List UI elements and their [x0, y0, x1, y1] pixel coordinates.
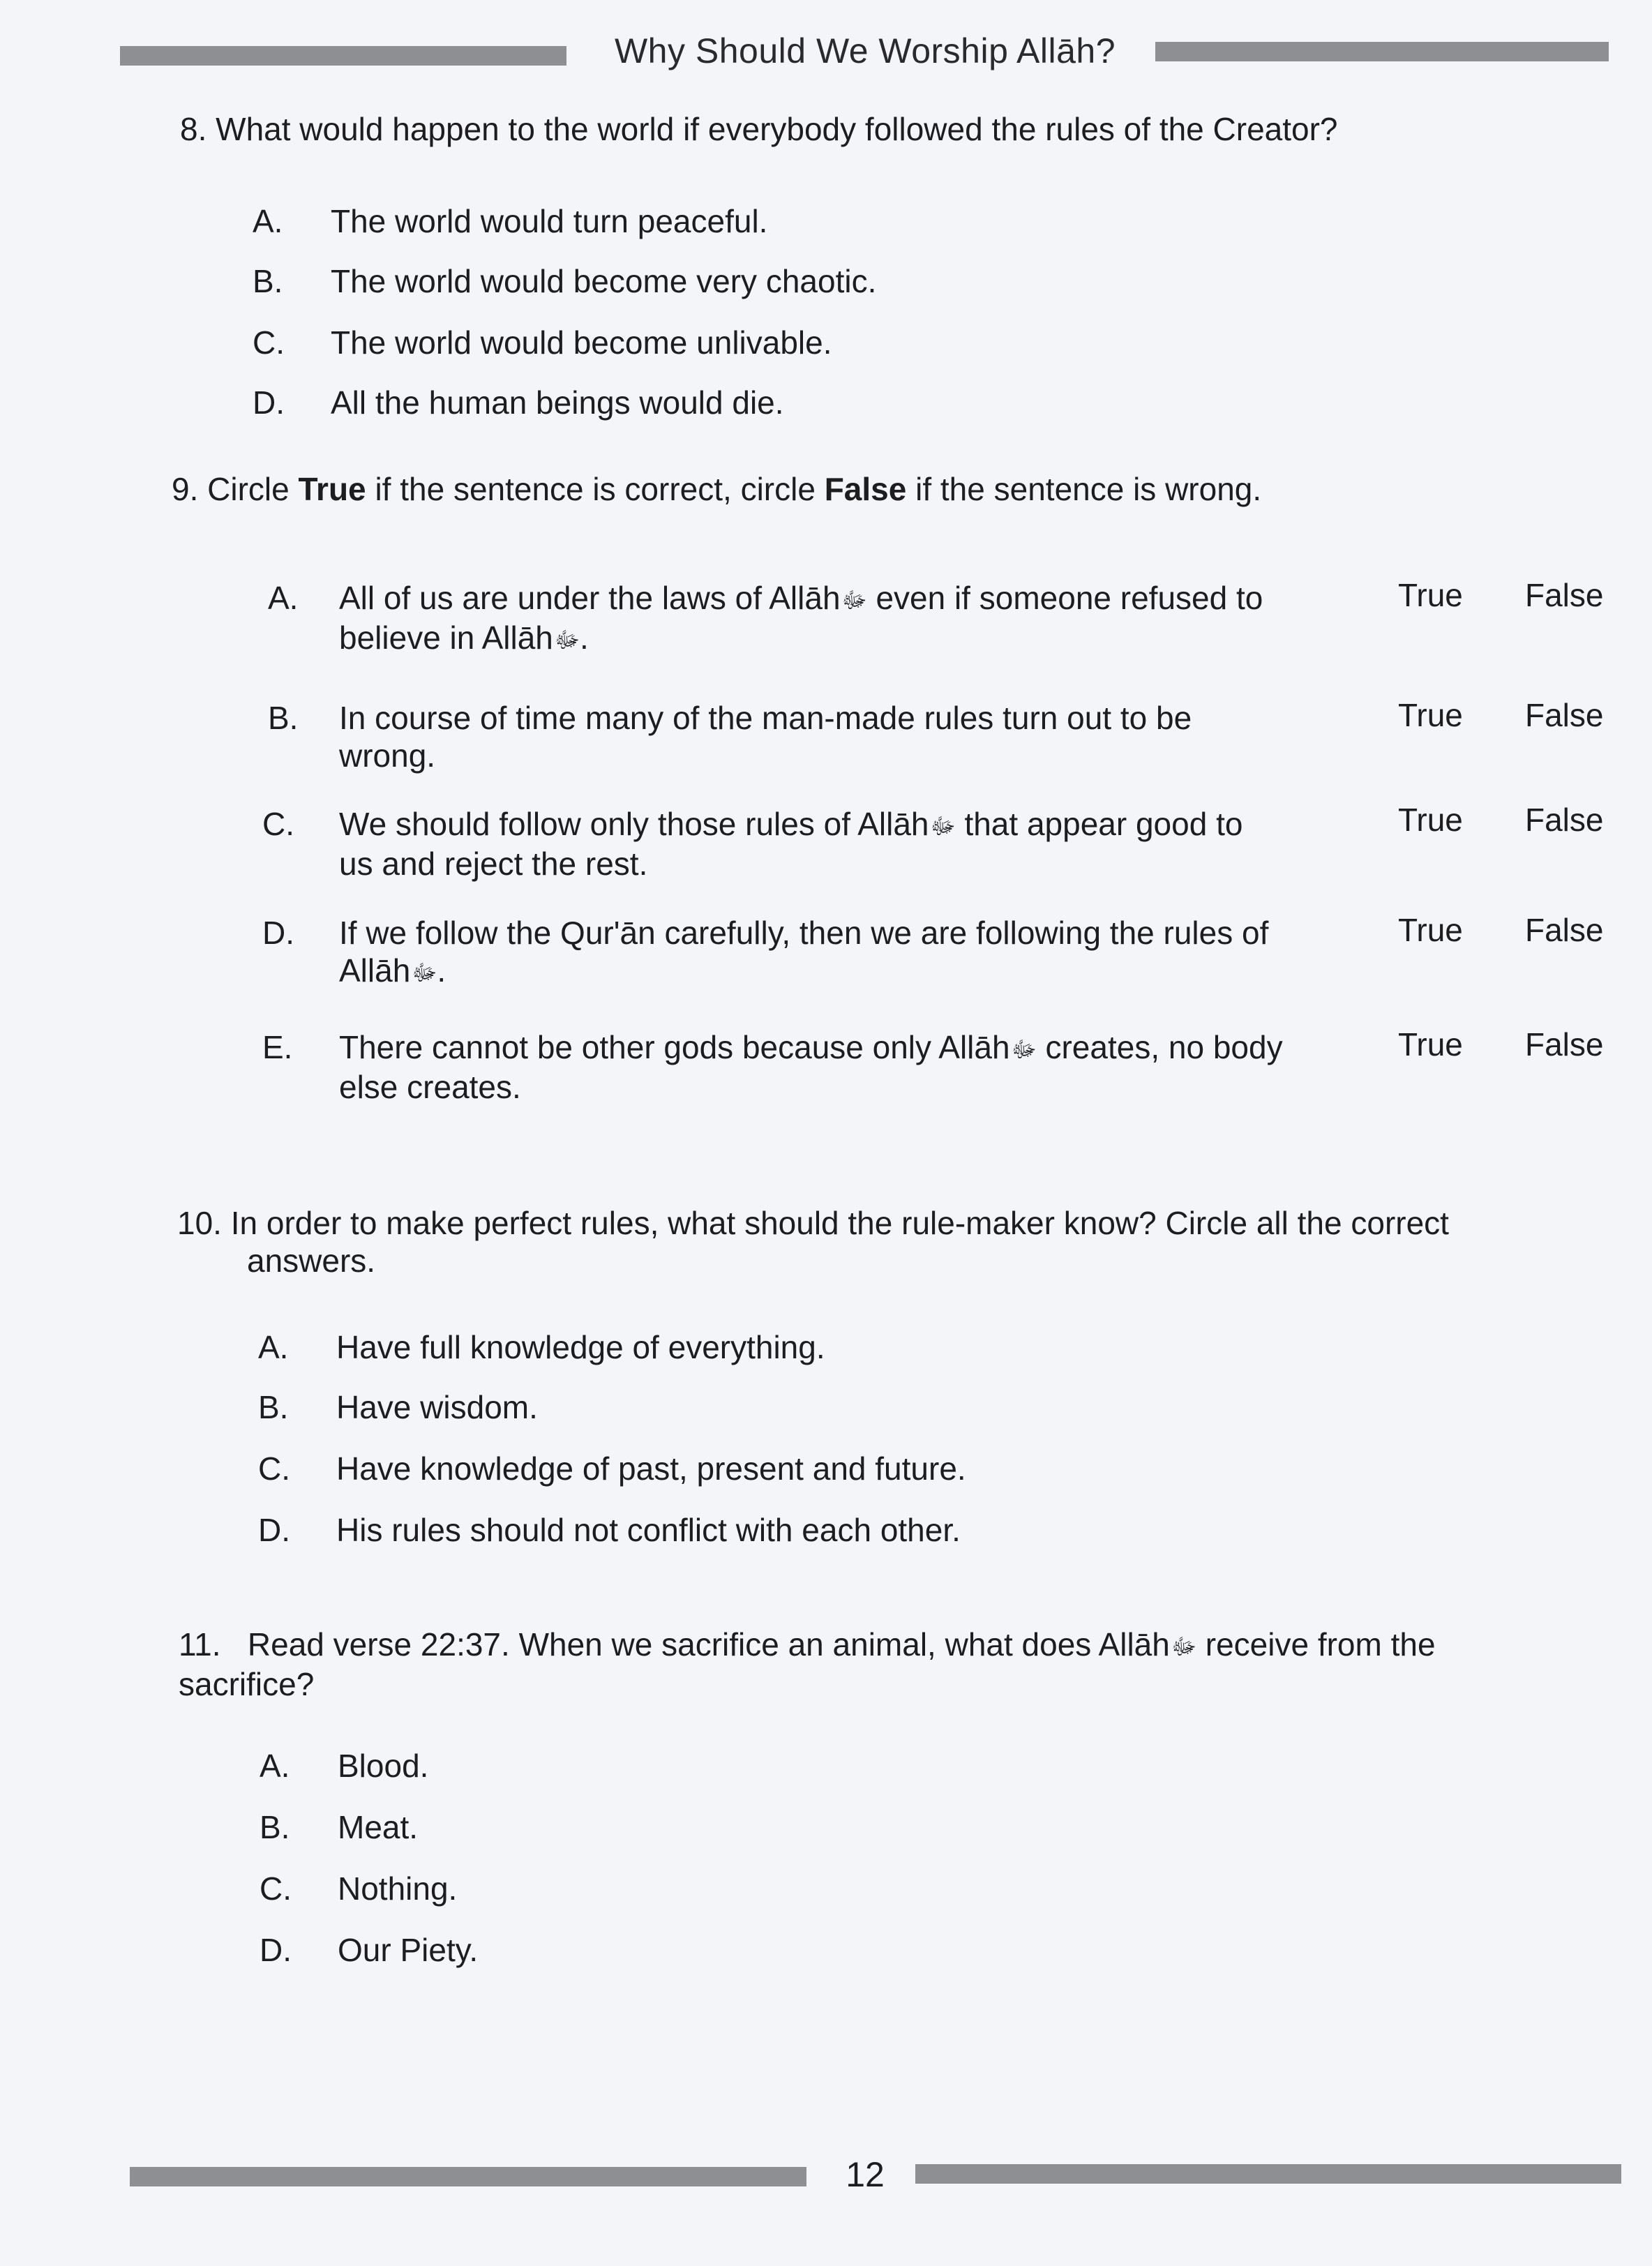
q11-option-d-text: Our Piety.	[338, 1932, 479, 1968]
q10-option-d-letter: D.	[258, 1512, 290, 1548]
honorific-glyph: ﷻ	[554, 627, 580, 652]
q10-option-a-text: Have full knowledge of everything.	[336, 1329, 825, 1365]
q8-option-b-letter: B.	[253, 263, 283, 299]
q9-d-true-option[interactable]: True	[1398, 912, 1463, 948]
q9-a-false-option[interactable]: False	[1525, 577, 1604, 613]
header-bar-right	[1155, 42, 1609, 61]
page-header-title: Why Should We Worship Allāh?	[614, 31, 1116, 70]
honorific-glyph: ﷻ	[1011, 1037, 1037, 1062]
q11-option-d-letter: D.	[260, 1932, 292, 1968]
q10-option-c-letter: C.	[258, 1450, 290, 1487]
q10-option-b-letter: B.	[258, 1389, 289, 1425]
honorific-glyph: ﷻ	[930, 813, 956, 839]
q8-option-c-letter: C.	[253, 324, 285, 361]
q11-option-b-text: Meat.	[338, 1809, 419, 1845]
q8-option-b-text: The world would become very chaotic.	[331, 263, 877, 299]
q10-option-c-text: Have knowledge of past, present and future.	[336, 1450, 966, 1487]
q9-c-false-option[interactable]: False	[1525, 802, 1604, 838]
q9-item-c-text: We should follow only those rules of Allāhﷻ that appear good to us and reject the rest.	[339, 806, 1243, 882]
q9-item-c-letter: C.	[262, 806, 294, 842]
q9-a-true-option[interactable]: True	[1398, 577, 1463, 613]
q9-item-e-letter: E.	[262, 1029, 293, 1065]
q8-option-d-letter: D.	[253, 384, 285, 421]
q8-option-c-text: The world would become unlivable.	[331, 324, 832, 361]
q9-item-e-text: There cannot be other gods because only Allāhﷻ creates, no body else creates.	[339, 1029, 1283, 1105]
q11-option-c-letter: C.	[260, 1870, 292, 1907]
q9-item-d-letter: D.	[262, 915, 294, 951]
q10-option-a-letter: A.	[258, 1329, 289, 1365]
q9-b-false-option[interactable]: False	[1525, 697, 1604, 733]
q11-option-c-text: Nothing.	[338, 1870, 458, 1907]
question-8: 8. What would happen to the world if everybody followed the rules of the Creator?	[180, 111, 1338, 147]
q9-item-d-text: If we follow the Qur'ān carefully, then we are following the rules of Allāhﷻ.	[339, 915, 1269, 989]
q11-option-a-letter: A.	[260, 1748, 290, 1784]
q10-option-d-text: His rules should not conflict with each other.	[336, 1512, 961, 1548]
question-9: 9. Circle True if the sentence is correct, circle False if the sentence is wrong.	[172, 471, 1262, 507]
q9-item-b-letter: B.	[268, 700, 299, 736]
q9-item-b-text: In course of time many of the man-made rules turn out to be wrong.	[339, 700, 1192, 774]
question-11: 11. Read verse 22:37. When we sacrifice an animal, what does Allāhﷻ receive from the sacrifice?	[179, 1626, 1436, 1702]
question-10: 10. In order to make perfect rules, what should the rule-maker know? Circle all the correct answers.	[177, 1205, 1449, 1279]
q9-e-true-option[interactable]: True	[1398, 1026, 1463, 1063]
q9-b-true-option[interactable]: True	[1398, 697, 1463, 733]
q9-item-a-letter: A.	[268, 580, 299, 616]
q10-option-b-text: Have wisdom.	[336, 1389, 538, 1425]
q9-item-a-text: All of us are under the laws of Allāhﷻ even if someone refused to believe in Allāhﷻ.	[339, 580, 1263, 656]
q9-e-false-option[interactable]: False	[1525, 1026, 1604, 1063]
header-bar-left	[120, 46, 566, 66]
honorific-glyph: ﷻ	[1171, 1634, 1196, 1659]
q11-option-b-letter: B.	[260, 1809, 290, 1845]
footer-bar-left	[130, 2167, 806, 2186]
honorific-glyph: ﷻ	[841, 587, 867, 613]
q8-option-a-letter: A.	[253, 203, 283, 239]
q9-d-false-option[interactable]: False	[1525, 912, 1604, 948]
q8-option-d-text: All the human beings would die.	[331, 384, 784, 421]
page-number: 12	[846, 2155, 885, 2194]
q9-c-true-option[interactable]: True	[1398, 802, 1463, 838]
q8-option-a-text: The world would turn peaceful.	[331, 203, 768, 239]
footer-bar-right	[915, 2164, 1621, 2184]
q11-option-a-text: Blood.	[338, 1748, 429, 1784]
honorific-glyph: ﷻ	[412, 960, 437, 985]
